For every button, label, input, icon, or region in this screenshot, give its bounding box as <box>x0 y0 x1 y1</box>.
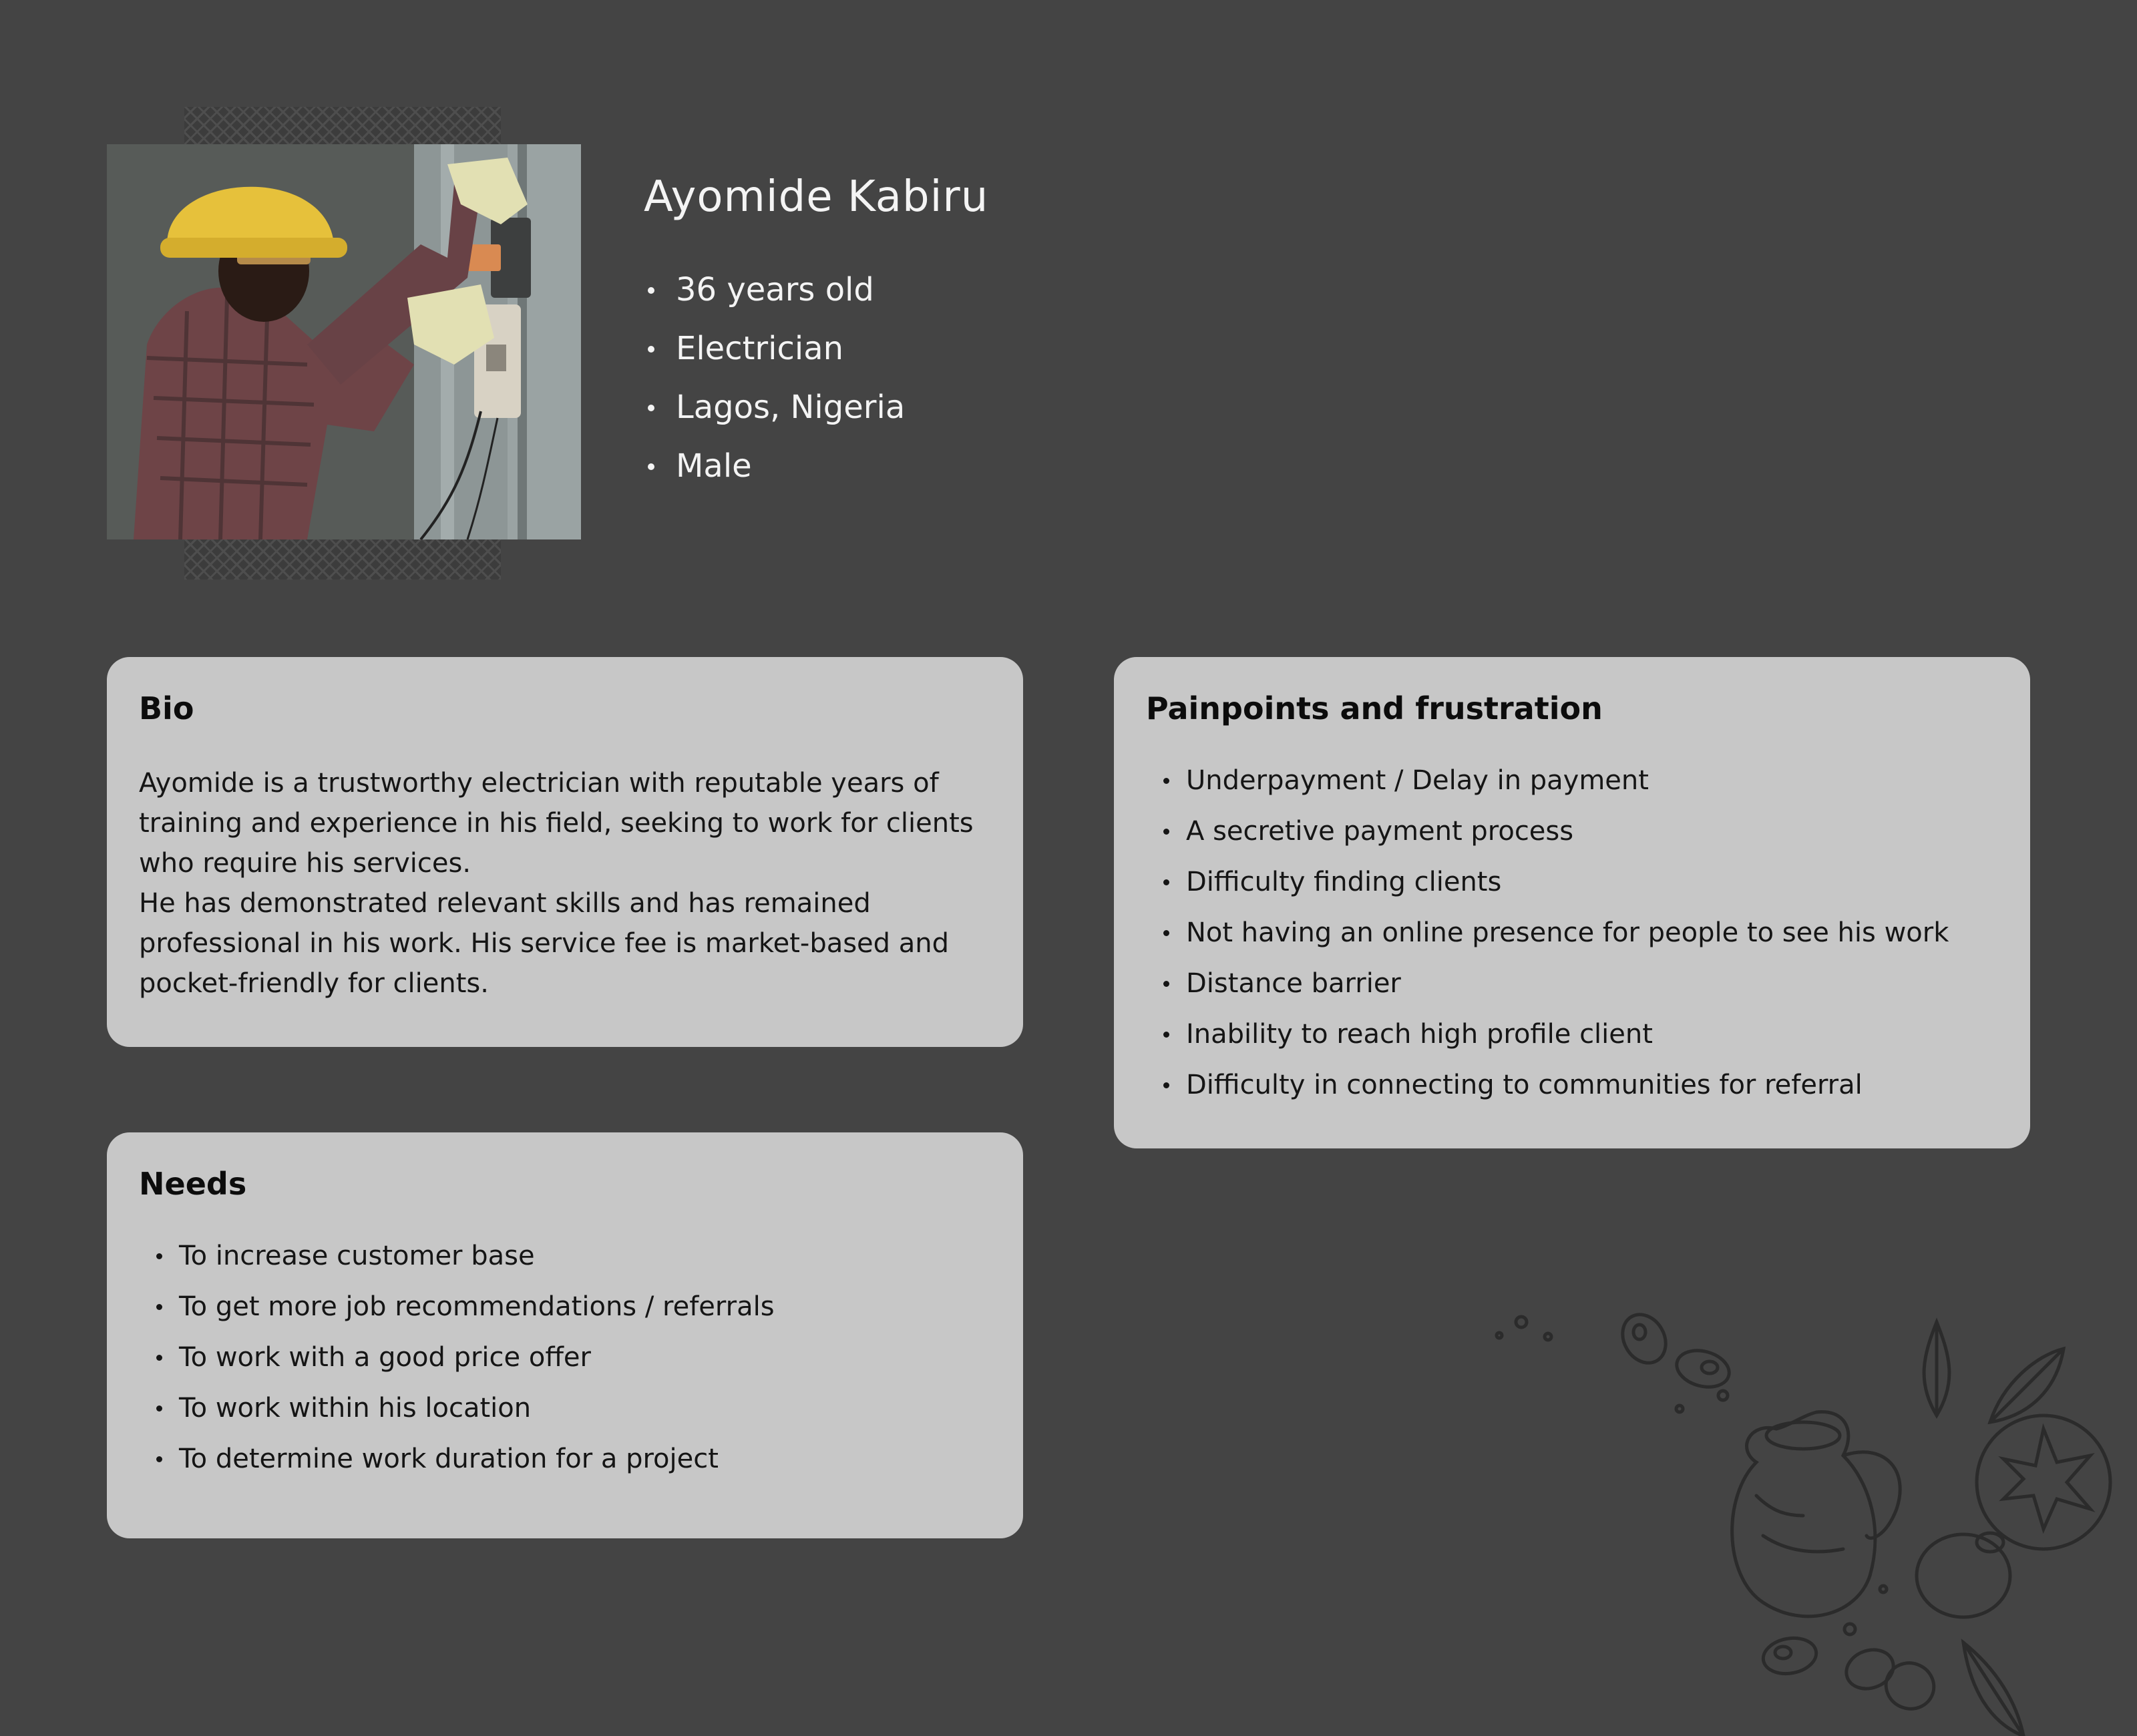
food-sketch-illustration-icon <box>1469 1295 2137 1736</box>
needs-card <box>107 1132 1023 1538</box>
bio-paragraph: Ayomide is a trustworthy electrician with reputable years of training and experience in his field, seeking to work for clients who require his services. <box>139 767 974 879</box>
electrician-photo-icon <box>107 144 581 539</box>
needs-item: To work with a good price offer <box>139 1332 991 1383</box>
painpoints-item: Not having an online presence for people to see his work <box>1146 907 1998 958</box>
needs-item: To determine work duration for a project <box>139 1434 991 1484</box>
painpoints-card <box>1114 657 2030 1148</box>
needs-item: To increase customer base <box>139 1231 991 1281</box>
bio-text <box>139 763 991 1004</box>
needs-item: To work within his location <box>139 1383 991 1434</box>
persona-facts-list <box>644 260 905 495</box>
needs-list <box>139 1231 991 1484</box>
persona-name: Ayomide Kabiru <box>644 172 989 222</box>
painpoints-item: Difficulty in connecting to communities for referral <box>1146 1060 1998 1110</box>
decorative-pattern-top <box>184 107 501 147</box>
painpoints-list <box>1146 755 1998 1110</box>
persona-fact-age: 36 years old <box>644 260 905 319</box>
painpoints-item: Inability to reach high profile client <box>1146 1009 1998 1060</box>
painpoints-item: A secretive payment process <box>1146 806 1998 857</box>
needs-title: Needs <box>139 1166 247 1202</box>
bio-card <box>107 657 1023 1047</box>
persona-fact-location: Lagos, Nigeria <box>644 378 905 437</box>
persona-photo <box>107 144 581 539</box>
painpoints-item: Distance barrier <box>1146 958 1998 1009</box>
bio-title: Bio <box>139 690 194 726</box>
decorative-pattern-bottom <box>184 539 501 580</box>
painpoints-title: Painpoints and frustration <box>1146 690 1603 726</box>
needs-item: To get more job recommendations / referrals <box>139 1281 991 1332</box>
persona-photo-frame <box>107 107 581 580</box>
persona-fact-gender: Male <box>644 437 905 495</box>
persona-fact-occupation: Electrician <box>644 319 905 378</box>
painpoints-item: Difficulty finding clients <box>1146 857 1998 907</box>
bio-paragraph: He has demonstrated relevant skills and has remained professional in his work. His service fee is market-based and pocket-friendly for clients. <box>139 887 950 999</box>
painpoints-item: Underpayment / Delay in payment <box>1146 755 1998 806</box>
